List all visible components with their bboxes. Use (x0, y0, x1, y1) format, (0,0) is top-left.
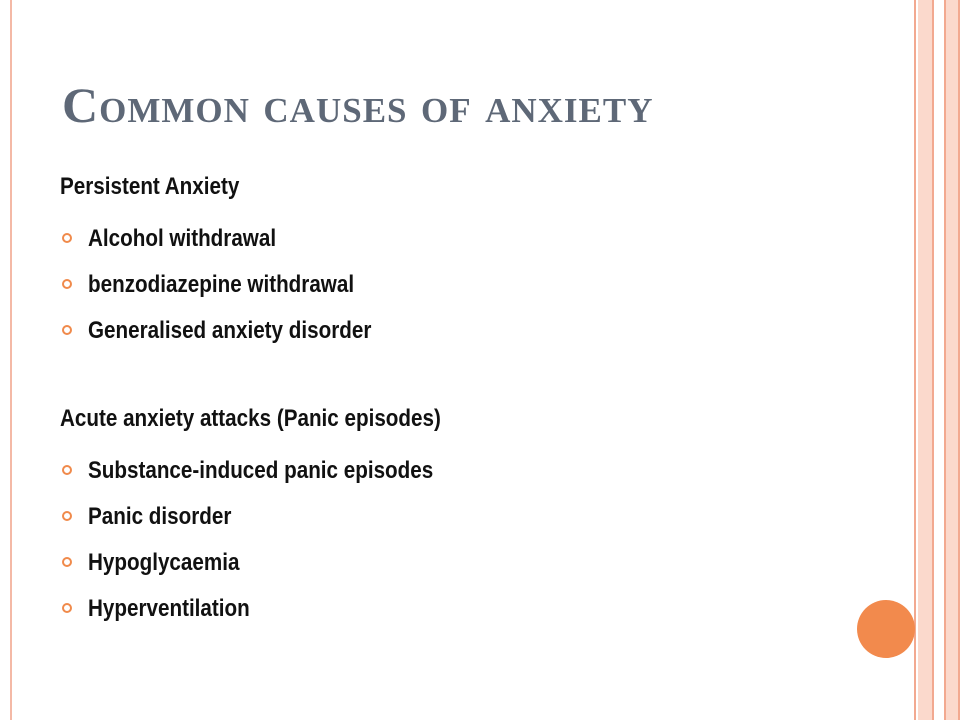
list-item: Hyperventilation (60, 586, 840, 632)
ring-bullet-icon (62, 511, 72, 521)
list-item: Alcohol withdrawal (60, 216, 840, 262)
bullet-list-acute (60, 448, 840, 632)
section-heading-acute: Acute anxiety attacks (Panic episodes) (60, 405, 441, 432)
ring-bullet-icon (62, 279, 72, 289)
list-item: Hypoglycaemia (60, 540, 840, 586)
bullet-list-persistent (60, 216, 840, 354)
list-item: benzodiazepine withdrawal (60, 262, 840, 308)
list-item: Generalised anxiety disorder (60, 308, 840, 354)
section-heading-persistent: Persistent Anxiety (60, 173, 240, 200)
slide-title: Common causes of anxiety (62, 77, 654, 133)
slide-content (60, 170, 840, 632)
list-item: Substance-induced panic episodes (60, 448, 840, 494)
list-item: Panic disorder (60, 494, 840, 540)
ring-bullet-icon (62, 233, 72, 243)
right-decorative-stripes (914, 0, 960, 720)
ring-bullet-icon (62, 557, 72, 567)
decorative-orange-circle (857, 600, 915, 658)
ring-bullet-icon (62, 603, 72, 613)
ring-bullet-icon (62, 465, 72, 475)
ring-bullet-icon (62, 325, 72, 335)
left-border-line (10, 0, 12, 720)
